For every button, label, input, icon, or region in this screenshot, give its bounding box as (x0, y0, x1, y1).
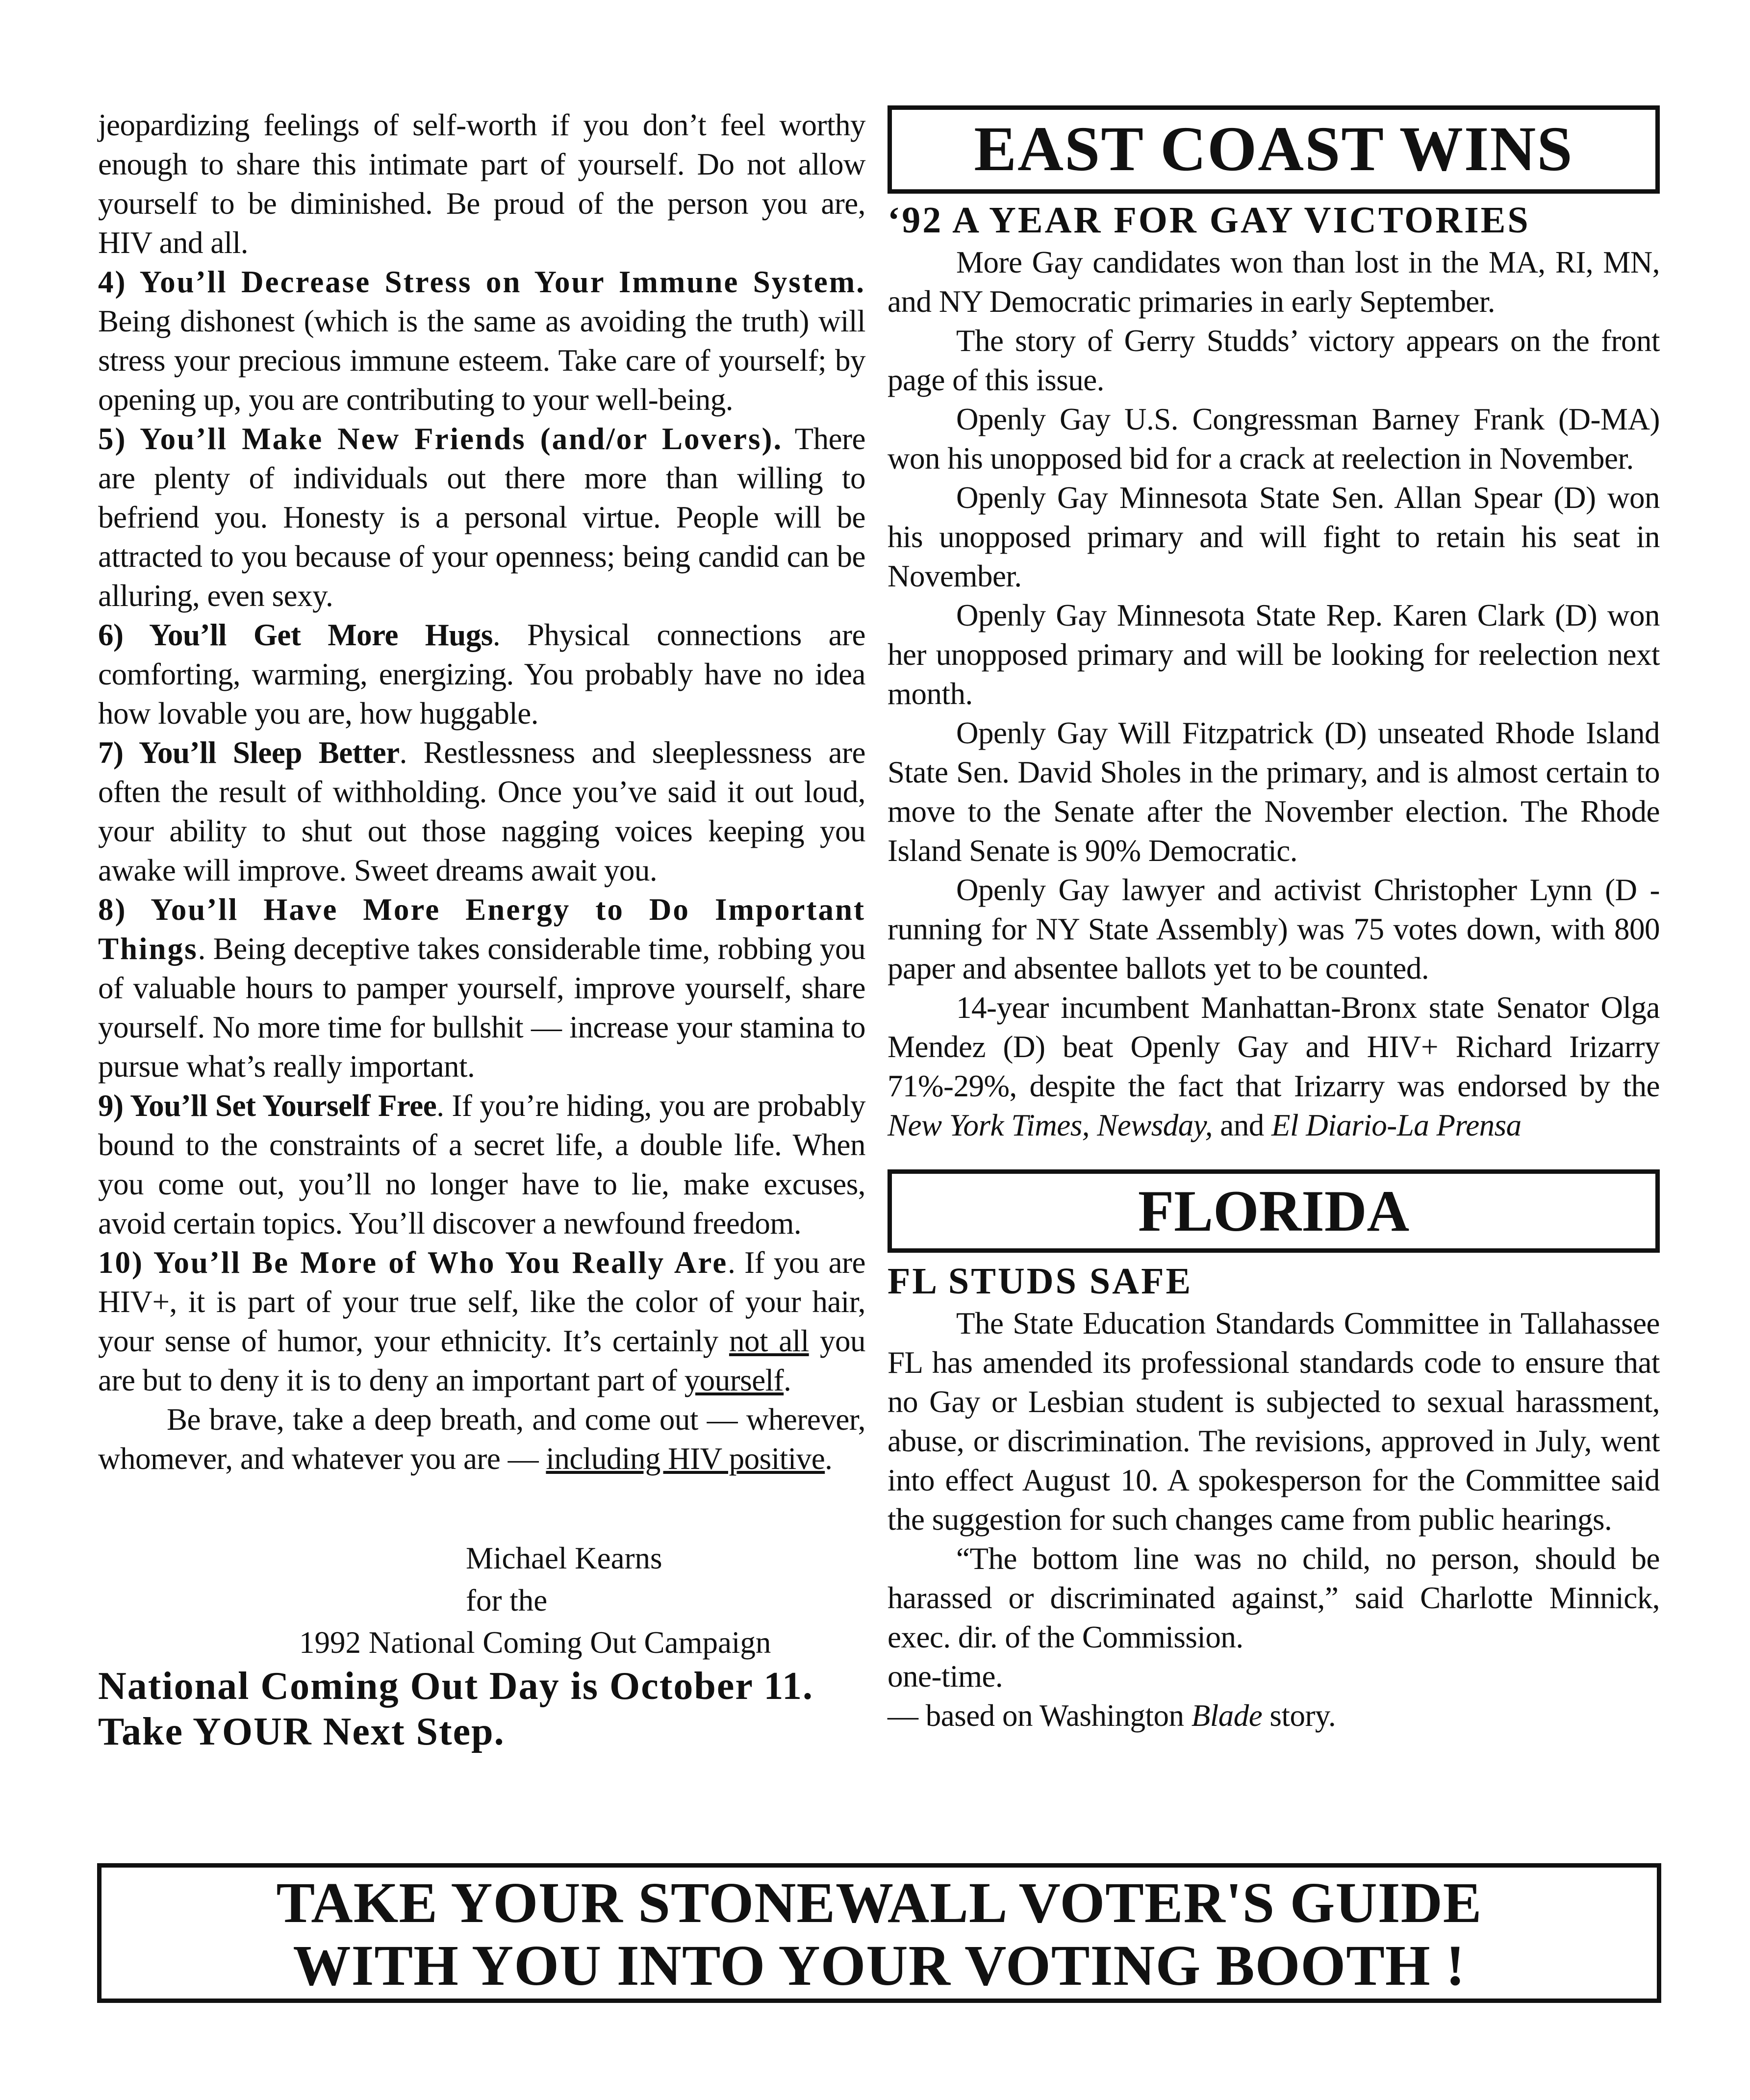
text-run: . Being deceptive takes considerable time, robbing you of valuable hours to pamper yourself, improve yourself, share yourself. No more time for bullshit — increase your stamina to pursue what’s really important. (98, 932, 865, 1084)
article-paragraph (888, 1539, 1660, 1657)
text-run: The State Education Standards Committee in Tallahassee FL has amended its professional standards code to ensure that no Gay or Lesbian student is subjected to sexual harassment, abuse, or discrimination. The revisions, approved in July, went into effect August 10. A spokesperson for the Committee said the suggestion for such changes came from public hearings. (888, 1306, 1660, 1537)
item-heading: 5) You’ll Make New Friends (and/or Lovers). (98, 422, 783, 456)
article-paragraph (888, 400, 1660, 478)
item-heading: 9) You’ll Set Yourself Free (98, 1088, 437, 1123)
publication-name: New York Times, Newsday, (888, 1108, 1213, 1142)
text-run: . Restlessness and sleeplessness are often the result of withholding. Once you’ve said it out loud, your ability to shut out those nagging voices keeping you awake will improve. Sweet dreams await you. (98, 735, 865, 887)
article-paragraph (98, 890, 865, 1086)
text-run: 14-year incumbent Manhattan-Bronx state Senator Olga Mendez (D) beat Openly Gay and HIV+ Richard Irizarry 71%-29%, despite the fact that Irizarry was endorsed by the (888, 990, 1660, 1103)
text-run: . (784, 1363, 791, 1397)
item-heading: 7) You’ll Sleep Better (98, 735, 400, 770)
article-paragraph (888, 713, 1660, 870)
text-run: Being dishonest (which is the same as avoiding the truth) will stress your precious immune esteem. Take care of yourself; by opening up, you are contributing to your well-being. (98, 304, 865, 417)
text-run: you are but to deny it is to deny an important part of (98, 1324, 865, 1397)
text-run: Openly Gay Will Fitzpatrick (D) unseated Rhode Island State Sen. David Sholes in the primary, and is almost certain to move to the Senate after the November election. The Rhode Island Senate is 90% Democratic. (888, 716, 1660, 868)
text-run: Openly Gay Minnesota State Sen. Allan Spear (D) won his unopposed primary and will fight to retain his seat in November. (888, 481, 1660, 593)
signature-for-the: for the (466, 1583, 548, 1618)
text-run: . (825, 1442, 833, 1476)
text-run: including HIV positive (546, 1442, 825, 1476)
text-run: Openly Gay Minnesota State Rep. Karen Clark (D) won her unopposed primary and will be looking for reelection next month. (888, 598, 1660, 711)
article-paragraph (98, 1086, 865, 1243)
article-paragraph (888, 243, 1660, 321)
text-run: . Physical connections are comforting, warming, energizing. You probably have no idea how lovable you are, how huggable. (98, 618, 865, 731)
florida-banner: FLORIDA (888, 1169, 1660, 1253)
text-run: story. (1262, 1698, 1336, 1733)
article-paragraph (888, 870, 1660, 988)
article-paragraph (888, 1657, 1660, 1696)
publication-name: El Diario-La Prensa (1271, 1108, 1522, 1142)
article-paragraph (888, 1696, 1660, 1735)
text-run: and (1213, 1108, 1272, 1142)
article-paragraph (98, 105, 865, 262)
text-run: not all (729, 1324, 809, 1358)
article-paragraph (98, 733, 865, 890)
item-heading: 6) You’ll Get More Hugs (98, 618, 493, 652)
article-paragraph (888, 321, 1660, 400)
text-run: “The bottom line was no child, no person, should be harassed or discriminated against,” said Charlotte Minnick, exec. dir. of the Commission. (888, 1542, 1660, 1654)
text-run: . If you are HIV+, it is part of your true self, like the color of your hair, your sense of humor, your ethnicity. It’s certainly (98, 1245, 865, 1358)
publication-name: Blade (1191, 1698, 1263, 1733)
florida-article-body (888, 1304, 1660, 1735)
text-run: Openly Gay lawyer and activist Christopher Lynn (D - running for NY State Assembly) was 75 votes down, with 800 paper and absentee ballots yet to be counted. (888, 873, 1660, 986)
text-run: — based on Washington (888, 1698, 1192, 1733)
signature-author: Michael Kearns (466, 1541, 662, 1575)
right-column (888, 105, 1660, 1735)
text-run: There are plenty of individuals out there more than willing to befriend you. Honesty is a personal virtue. People will be attracted to you because of your openness; being candid can be alluring, even sexy. (98, 422, 865, 613)
text-run: yourself (684, 1363, 784, 1397)
text-run: jeopardizing feelings of self-worth if you don’t feel worthy enough to share this intimate part of yourself. Do not allow yourself to be diminished. Be proud of the person you are, HIV and all. (98, 108, 865, 260)
item-heading: 4) You’ll Decrease Stress on Your Immune System. (98, 265, 865, 299)
left-column (98, 105, 865, 1755)
text-run: Openly Gay U.S. Congressman Barney Frank (D-MA) won his unopposed bid for a crack at reelection in November. (888, 402, 1660, 476)
east-coast-wins-banner: EAST COAST WINS (888, 105, 1660, 194)
item-heading: 8) You’ll Have More Energy to Do Important Things (98, 892, 865, 966)
article-paragraph (98, 419, 865, 615)
article-paragraph (888, 988, 1660, 1145)
article-paragraph (888, 596, 1660, 713)
article-paragraph (98, 1400, 865, 1478)
east-coast-headline: ‘92 A YEAR FOR GAY VICTORIES (888, 200, 1530, 241)
article-paragraph (98, 615, 865, 733)
coming-out-day-notice: National Coming Out Day is October 11. (98, 1665, 814, 1708)
article-paragraph (888, 1304, 1660, 1539)
text-run: More Gay candidates won than lost in the MA, RI, MN, and NY Democratic primaries in early September. (888, 245, 1660, 319)
voter-guide-banner-line2: WITH YOU INTO YOUR VOTING BOOTH ! (293, 1933, 1466, 1998)
article-paragraph (98, 262, 865, 419)
article-paragraph (98, 1243, 865, 1400)
article-paragraph (888, 478, 1660, 596)
next-step-slogan: Take YOUR Next Step. (98, 1710, 505, 1753)
text-run: The story of Gerry Studds’ victory appears on the front page of this issue. (888, 324, 1660, 397)
item-heading: 10) You’ll Be More of Who You Really Are (98, 1245, 728, 1280)
text-run: . If you’re hiding, you are probably bound to the constraints of a secret life, a double life. When you come out, you’ll no longer have to lie, make excuses, avoid certain topics. You’ll discover a newfound freedom. (98, 1088, 865, 1240)
text-run: Be brave, take a deep breath, and come out — wherever, whomever, and whatever you are — (98, 1402, 865, 1476)
coming-out-article-body (98, 105, 865, 1478)
florida-headline: FL STUDS SAFE (888, 1261, 1193, 1302)
voter-guide-banner (97, 1863, 1661, 2003)
east-coast-article-body (888, 243, 1660, 1145)
text-run: one-time. (888, 1659, 1003, 1694)
voter-guide-banner-line1: TAKE YOUR STONEWALL VOTER'S GUIDE (276, 1871, 1482, 1935)
signature-campaign: 1992 National Coming Out Campaign (299, 1625, 771, 1660)
